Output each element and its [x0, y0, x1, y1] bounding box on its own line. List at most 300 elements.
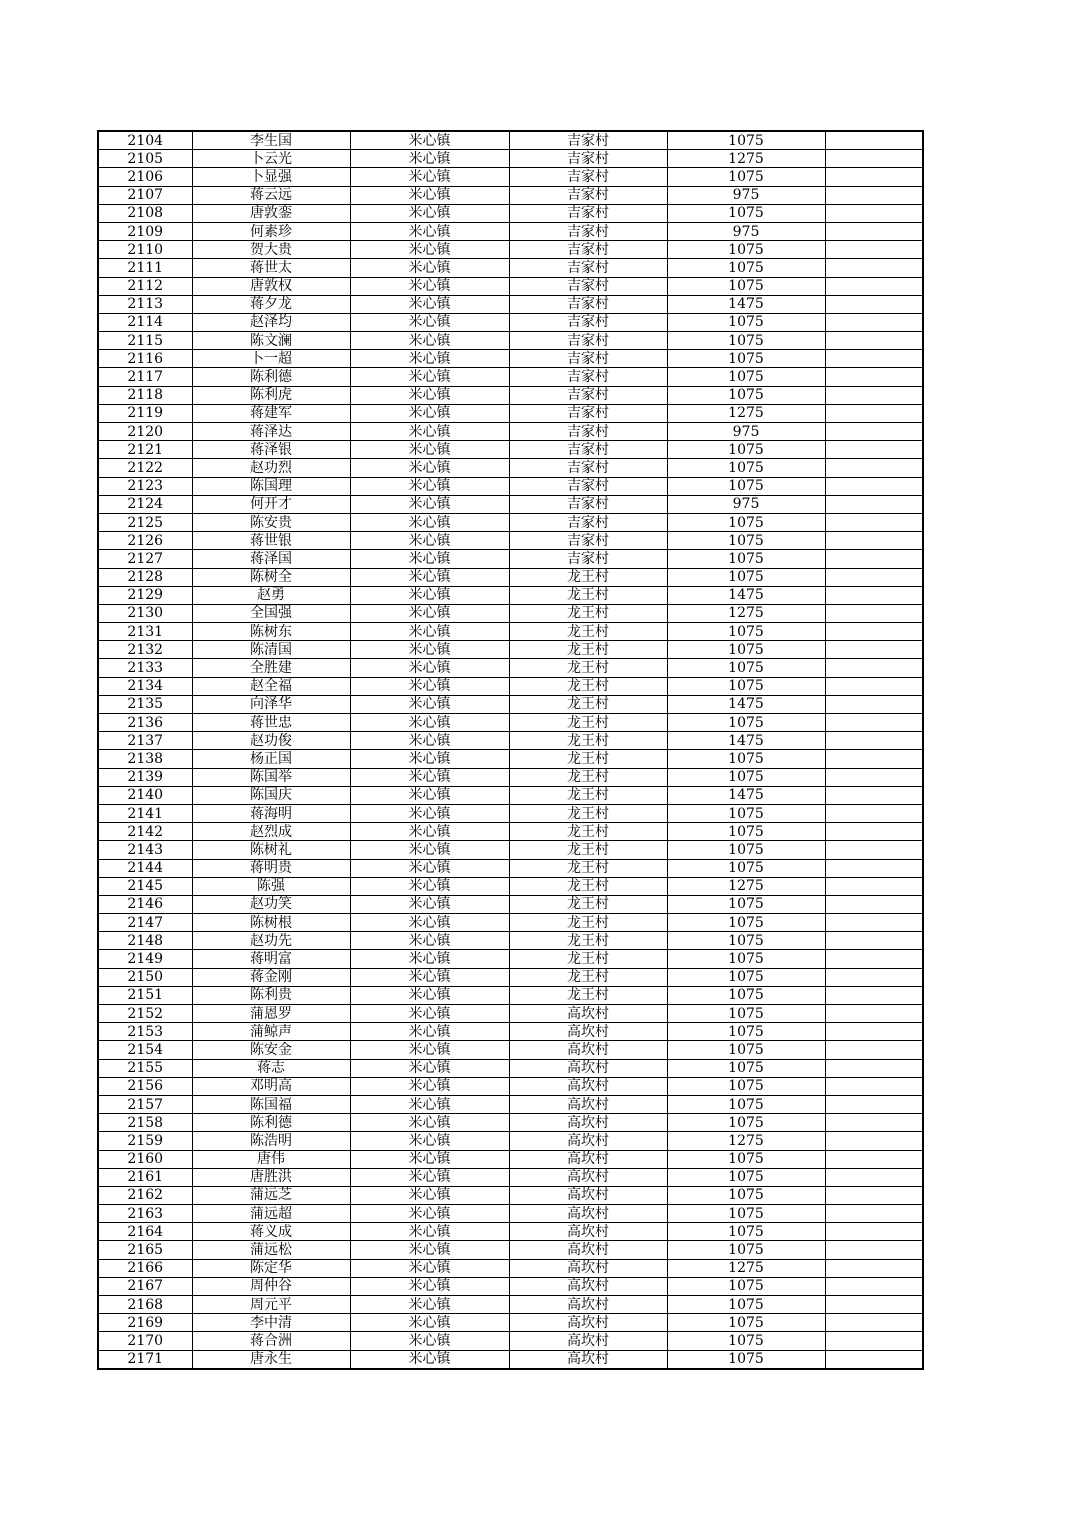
amount-cell: 1075	[667, 386, 825, 404]
remark-cell	[825, 859, 923, 877]
remark-cell	[825, 968, 923, 986]
amount-cell: 1075	[667, 895, 825, 913]
amount-cell: 1075	[667, 1077, 825, 1095]
amount-cell: 1075	[667, 986, 825, 1004]
town-cell: 米心镇	[350, 477, 509, 495]
row-number-cell: 2145	[98, 877, 192, 895]
name-cell: 陈树全	[192, 568, 350, 586]
name-cell: 陈国福	[192, 1095, 350, 1113]
table-row	[98, 550, 923, 568]
village-cell: 吉家村	[509, 459, 667, 477]
town-cell: 米心镇	[350, 404, 509, 422]
name-cell: 蒋云远	[192, 186, 350, 204]
town-cell: 米心镇	[350, 950, 509, 968]
town-cell: 米心镇	[350, 586, 509, 604]
town-cell: 米心镇	[350, 1132, 509, 1150]
village-cell: 吉家村	[509, 350, 667, 368]
row-number-cell: 2165	[98, 1241, 192, 1259]
table-row	[98, 222, 923, 240]
table-row	[98, 950, 923, 968]
remark-cell	[825, 404, 923, 422]
table-row	[98, 277, 923, 295]
name-cell: 陈强	[192, 877, 350, 895]
amount-cell: 1075	[667, 1150, 825, 1168]
amount-cell: 1075	[667, 204, 825, 222]
table-row	[98, 186, 923, 204]
name-cell: 唐敦銮	[192, 204, 350, 222]
table-row	[98, 423, 923, 441]
name-cell: 陈安金	[192, 1041, 350, 1059]
village-cell: 高坎村	[509, 1241, 667, 1259]
remark-cell	[825, 623, 923, 641]
town-cell: 米心镇	[350, 1277, 509, 1295]
remark-cell	[825, 1332, 923, 1350]
name-cell: 唐永生	[192, 1350, 350, 1369]
amount-cell: 1275	[667, 1132, 825, 1150]
village-cell: 龙王村	[509, 604, 667, 622]
remark-cell	[825, 241, 923, 259]
village-cell: 高坎村	[509, 1041, 667, 1059]
table-row	[98, 1350, 923, 1369]
town-cell: 米心镇	[350, 277, 509, 295]
table-row	[98, 404, 923, 422]
amount-cell: 1075	[667, 131, 825, 150]
town-cell: 米心镇	[350, 804, 509, 822]
amount-cell: 1075	[667, 950, 825, 968]
village-cell: 龙王村	[509, 586, 667, 604]
name-cell: 陈定华	[192, 1259, 350, 1277]
village-cell: 吉家村	[509, 168, 667, 186]
village-cell: 吉家村	[509, 423, 667, 441]
village-cell: 龙王村	[509, 986, 667, 1004]
row-number-cell: 2151	[98, 986, 192, 1004]
row-number-cell: 2159	[98, 1132, 192, 1150]
amount-cell: 1075	[667, 1186, 825, 1204]
table-row	[98, 477, 923, 495]
name-cell: 陈树礼	[192, 841, 350, 859]
village-cell: 龙王村	[509, 695, 667, 713]
row-number-cell: 2113	[98, 295, 192, 313]
table-row	[98, 386, 923, 404]
village-cell: 高坎村	[509, 1332, 667, 1350]
town-cell: 米心镇	[350, 986, 509, 1004]
town-cell: 米心镇	[350, 1205, 509, 1223]
amount-cell: 1075	[667, 241, 825, 259]
amount-cell: 1075	[667, 332, 825, 350]
town-cell: 米心镇	[350, 1332, 509, 1350]
town-cell: 米心镇	[350, 204, 509, 222]
row-number-cell: 2110	[98, 241, 192, 259]
table-row	[98, 804, 923, 822]
amount-cell: 1075	[667, 768, 825, 786]
row-number-cell: 2147	[98, 914, 192, 932]
row-number-cell: 2130	[98, 604, 192, 622]
name-cell: 蒲鲸声	[192, 1023, 350, 1041]
village-cell: 龙王村	[509, 914, 667, 932]
name-cell: 全国强	[192, 604, 350, 622]
remark-cell	[825, 550, 923, 568]
amount-cell: 1075	[667, 513, 825, 531]
village-cell: 吉家村	[509, 513, 667, 531]
remark-cell	[825, 150, 923, 168]
name-cell: 蒋世银	[192, 532, 350, 550]
amount-cell: 1075	[667, 532, 825, 550]
town-cell: 米心镇	[350, 895, 509, 913]
table-row	[98, 1186, 923, 1204]
remark-cell	[825, 477, 923, 495]
remark-cell	[825, 823, 923, 841]
remark-cell	[825, 313, 923, 331]
amount-cell: 1075	[667, 550, 825, 568]
row-number-cell: 2121	[98, 441, 192, 459]
row-number-cell: 2107	[98, 186, 192, 204]
town-cell: 米心镇	[350, 968, 509, 986]
table-row	[98, 604, 923, 622]
remark-cell	[825, 459, 923, 477]
name-cell: 蒋明贵	[192, 859, 350, 877]
amount-cell: 1075	[667, 1332, 825, 1350]
name-cell: 陈清国	[192, 641, 350, 659]
remark-cell	[825, 1150, 923, 1168]
village-cell: 龙王村	[509, 659, 667, 677]
name-cell: 赵烈成	[192, 823, 350, 841]
row-number-cell: 2143	[98, 841, 192, 859]
row-number-cell: 2149	[98, 950, 192, 968]
row-number-cell: 2164	[98, 1223, 192, 1241]
table-row	[98, 714, 923, 732]
table-row	[98, 695, 923, 713]
remark-cell	[825, 1168, 923, 1186]
row-number-cell: 2167	[98, 1277, 192, 1295]
table-row	[98, 786, 923, 804]
name-cell: 陈利虎	[192, 386, 350, 404]
village-cell: 吉家村	[509, 550, 667, 568]
town-cell: 米心镇	[350, 786, 509, 804]
remark-cell	[825, 1023, 923, 1041]
table-row	[98, 1296, 923, 1314]
table-row	[98, 150, 923, 168]
row-number-cell: 2112	[98, 277, 192, 295]
name-cell: 陈安贵	[192, 513, 350, 531]
name-cell: 杨正国	[192, 750, 350, 768]
name-cell: 蒋泽国	[192, 550, 350, 568]
name-cell: 蒋明富	[192, 950, 350, 968]
table-row	[98, 295, 923, 313]
amount-cell: 1075	[667, 441, 825, 459]
name-cell: 卜云光	[192, 150, 350, 168]
table-row	[98, 1223, 923, 1241]
table-row	[98, 1077, 923, 1095]
row-number-cell: 2161	[98, 1168, 192, 1186]
remark-cell	[825, 1095, 923, 1113]
row-number-cell: 2162	[98, 1186, 192, 1204]
town-cell: 米心镇	[350, 659, 509, 677]
remark-cell	[825, 1059, 923, 1077]
table-row	[98, 1023, 923, 1041]
remark-cell	[825, 895, 923, 913]
name-cell: 李生国	[192, 131, 350, 150]
row-number-cell: 2120	[98, 423, 192, 441]
table-row	[98, 241, 923, 259]
remark-cell	[825, 168, 923, 186]
row-number-cell: 2104	[98, 131, 192, 150]
name-cell: 蒋义成	[192, 1223, 350, 1241]
town-cell: 米心镇	[350, 423, 509, 441]
row-number-cell: 2127	[98, 550, 192, 568]
row-number-cell: 2135	[98, 695, 192, 713]
remark-cell	[825, 1259, 923, 1277]
town-cell: 米心镇	[350, 1041, 509, 1059]
table-row	[98, 1041, 923, 1059]
row-number-cell: 2126	[98, 532, 192, 550]
town-cell: 米心镇	[350, 623, 509, 641]
town-cell: 米心镇	[350, 768, 509, 786]
name-cell: 陈树根	[192, 914, 350, 932]
town-cell: 米心镇	[350, 1059, 509, 1077]
amount-cell: 1075	[667, 1114, 825, 1132]
name-cell: 陈利德	[192, 368, 350, 386]
town-cell: 米心镇	[350, 859, 509, 877]
town-cell: 米心镇	[350, 222, 509, 240]
remark-cell	[825, 277, 923, 295]
amount-cell: 1075	[667, 1296, 825, 1314]
table-row	[98, 313, 923, 331]
name-cell: 邓明高	[192, 1077, 350, 1095]
row-number-cell: 2148	[98, 932, 192, 950]
remark-cell	[825, 513, 923, 531]
village-cell: 吉家村	[509, 532, 667, 550]
remark-cell	[825, 1350, 923, 1369]
amount-cell: 1075	[667, 1241, 825, 1259]
row-number-cell: 2144	[98, 859, 192, 877]
name-cell: 蒋金刚	[192, 968, 350, 986]
town-cell: 米心镇	[350, 641, 509, 659]
village-cell: 高坎村	[509, 1077, 667, 1095]
village-cell: 吉家村	[509, 368, 667, 386]
name-cell: 赵功俊	[192, 732, 350, 750]
row-number-cell: 2129	[98, 586, 192, 604]
town-cell: 米心镇	[350, 1223, 509, 1241]
table-row	[98, 332, 923, 350]
row-number-cell: 2160	[98, 1150, 192, 1168]
town-cell: 米心镇	[350, 1005, 509, 1023]
town-cell: 米心镇	[350, 459, 509, 477]
table-row	[98, 1150, 923, 1168]
row-number-cell: 2124	[98, 495, 192, 513]
village-cell: 龙王村	[509, 895, 667, 913]
table-row	[98, 1277, 923, 1295]
table-row	[98, 1005, 923, 1023]
name-cell: 蒋海明	[192, 804, 350, 822]
village-cell: 龙王村	[509, 786, 667, 804]
town-cell: 米心镇	[350, 441, 509, 459]
table-row	[98, 841, 923, 859]
remark-cell	[825, 750, 923, 768]
village-cell: 吉家村	[509, 222, 667, 240]
town-cell: 米心镇	[350, 131, 509, 150]
town-cell: 米心镇	[350, 823, 509, 841]
amount-cell: 1475	[667, 695, 825, 713]
amount-cell: 1075	[667, 1277, 825, 1295]
row-number-cell: 2168	[98, 1296, 192, 1314]
town-cell: 米心镇	[350, 495, 509, 513]
town-cell: 米心镇	[350, 550, 509, 568]
village-cell: 龙王村	[509, 804, 667, 822]
name-cell: 蒋世忠	[192, 714, 350, 732]
village-cell: 高坎村	[509, 1314, 667, 1332]
town-cell: 米心镇	[350, 313, 509, 331]
remark-cell	[825, 932, 923, 950]
table-row	[98, 623, 923, 641]
amount-cell: 1075	[667, 859, 825, 877]
town-cell: 米心镇	[350, 732, 509, 750]
row-number-cell: 2155	[98, 1059, 192, 1077]
amount-cell: 1075	[667, 1005, 825, 1023]
amount-cell: 1075	[667, 277, 825, 295]
village-cell: 吉家村	[509, 295, 667, 313]
town-cell: 米心镇	[350, 1186, 509, 1204]
table-row	[98, 859, 923, 877]
name-cell: 周仲谷	[192, 1277, 350, 1295]
remark-cell	[825, 131, 923, 150]
name-cell: 蒲恩罗	[192, 1005, 350, 1023]
name-cell: 陈树东	[192, 623, 350, 641]
amount-cell: 1075	[667, 477, 825, 495]
village-cell: 龙王村	[509, 677, 667, 695]
row-number-cell: 2118	[98, 386, 192, 404]
table-row	[98, 1314, 923, 1332]
name-cell: 赵全福	[192, 677, 350, 695]
remark-cell	[825, 1186, 923, 1204]
village-cell: 龙王村	[509, 623, 667, 641]
village-cell: 高坎村	[509, 1277, 667, 1295]
row-number-cell: 2137	[98, 732, 192, 750]
village-cell: 高坎村	[509, 1259, 667, 1277]
amount-cell: 1475	[667, 586, 825, 604]
town-cell: 米心镇	[350, 1114, 509, 1132]
village-cell: 龙王村	[509, 968, 667, 986]
remark-cell	[825, 423, 923, 441]
table-row	[98, 1132, 923, 1150]
town-cell: 米心镇	[350, 1150, 509, 1168]
town-cell: 米心镇	[350, 714, 509, 732]
village-cell: 龙王村	[509, 950, 667, 968]
table-row	[98, 495, 923, 513]
table-row	[98, 1095, 923, 1113]
remark-cell	[825, 1205, 923, 1223]
table-body	[98, 131, 923, 1369]
town-cell: 米心镇	[350, 1350, 509, 1369]
village-cell: 高坎村	[509, 1296, 667, 1314]
remark-cell	[825, 1114, 923, 1132]
village-cell: 吉家村	[509, 495, 667, 513]
table-row	[98, 168, 923, 186]
name-cell: 贺大贵	[192, 241, 350, 259]
amount-cell: 1075	[667, 568, 825, 586]
remark-cell	[825, 786, 923, 804]
village-cell: 高坎村	[509, 1095, 667, 1113]
amount-cell: 1075	[667, 1059, 825, 1077]
table-row	[98, 586, 923, 604]
table-row	[98, 459, 923, 477]
table-row	[98, 1241, 923, 1259]
table-row	[98, 1259, 923, 1277]
remark-cell	[825, 804, 923, 822]
table-row	[98, 532, 923, 550]
village-cell: 高坎村	[509, 1114, 667, 1132]
remark-cell	[825, 495, 923, 513]
row-number-cell: 2108	[98, 204, 192, 222]
town-cell: 米心镇	[350, 350, 509, 368]
remark-cell	[825, 914, 923, 932]
table-row	[98, 823, 923, 841]
amount-cell: 1075	[667, 313, 825, 331]
amount-cell: 975	[667, 423, 825, 441]
table-row	[98, 895, 923, 913]
village-cell: 龙王村	[509, 568, 667, 586]
amount-cell: 975	[667, 495, 825, 513]
village-cell: 吉家村	[509, 404, 667, 422]
name-cell: 卜一超	[192, 350, 350, 368]
village-cell: 高坎村	[509, 1059, 667, 1077]
village-cell: 龙王村	[509, 841, 667, 859]
town-cell: 米心镇	[350, 295, 509, 313]
amount-cell: 1075	[667, 168, 825, 186]
town-cell: 米心镇	[350, 513, 509, 531]
row-number-cell: 2171	[98, 1350, 192, 1369]
amount-cell: 1075	[667, 1168, 825, 1186]
remark-cell	[825, 1005, 923, 1023]
row-number-cell: 2105	[98, 150, 192, 168]
remark-cell	[825, 768, 923, 786]
remark-cell	[825, 350, 923, 368]
amount-cell: 1075	[667, 714, 825, 732]
row-number-cell: 2141	[98, 804, 192, 822]
table-row	[98, 768, 923, 786]
row-number-cell: 2154	[98, 1041, 192, 1059]
village-cell: 高坎村	[509, 1186, 667, 1204]
row-number-cell: 2133	[98, 659, 192, 677]
amount-cell: 1275	[667, 1259, 825, 1277]
remark-cell	[825, 259, 923, 277]
village-cell: 吉家村	[509, 186, 667, 204]
remark-cell	[825, 186, 923, 204]
remark-cell	[825, 1132, 923, 1150]
name-cell: 蒲远超	[192, 1205, 350, 1223]
row-number-cell: 2132	[98, 641, 192, 659]
row-number-cell: 2163	[98, 1205, 192, 1223]
remark-cell	[825, 368, 923, 386]
row-number-cell: 2116	[98, 350, 192, 368]
table-row	[98, 441, 923, 459]
amount-cell: 1475	[667, 295, 825, 313]
name-cell: 蒋泽达	[192, 423, 350, 441]
town-cell: 米心镇	[350, 150, 509, 168]
village-cell: 高坎村	[509, 1023, 667, 1041]
row-number-cell: 2158	[98, 1114, 192, 1132]
town-cell: 米心镇	[350, 841, 509, 859]
name-cell: 赵功烈	[192, 459, 350, 477]
amount-cell: 1075	[667, 841, 825, 859]
row-number-cell: 2131	[98, 623, 192, 641]
name-cell: 蒋泽银	[192, 441, 350, 459]
village-cell: 吉家村	[509, 241, 667, 259]
town-cell: 米心镇	[350, 750, 509, 768]
village-cell: 吉家村	[509, 313, 667, 331]
row-number-cell: 2111	[98, 259, 192, 277]
amount-cell: 1275	[667, 404, 825, 422]
town-cell: 米心镇	[350, 386, 509, 404]
